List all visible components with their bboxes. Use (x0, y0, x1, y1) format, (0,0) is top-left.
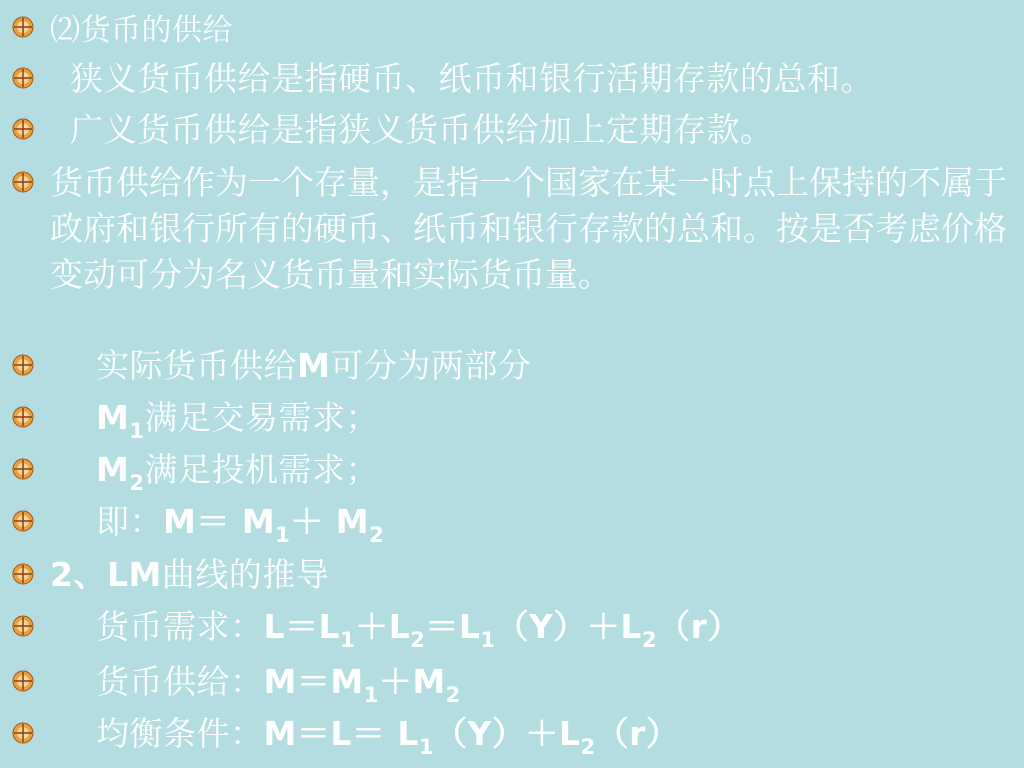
equation-text: 即：$M= M_1+ M_2$ (96, 502, 385, 547)
bullet-icon (12, 670, 34, 692)
bullet-icon (12, 118, 34, 140)
equation-text: 均衡条件：$M=L= L_1(Y)+L_2(r)$ (96, 714, 680, 759)
bullet-text: $M_2$满足投机需求； (96, 450, 379, 495)
bullet-icon (12, 510, 34, 532)
paragraph-text: 货币供给作为一个存量，是指一个国家在某一时点上保持的不属于政府和银行所有的硬币、纸币和银行存款的总和。按是否考虑价格变动可分为名义货币量和实际货币量。 (50, 163, 1007, 294)
equation-text: 货币供给：$M=M_1+M_2$ (96, 662, 461, 707)
bullet-text: 狭义货币供给是指硬币、纸币和银行活期存款的总和。 (70, 59, 874, 98)
section-heading: 2、LM曲线的推导 (50, 555, 330, 594)
bullet-icon (12, 354, 34, 376)
bullet-text: 广义货币供给是指狭义货币供给加上定期存款。 (70, 110, 774, 149)
bullet-text: 实际货币供给M可分为两部分 (96, 346, 532, 385)
bullet-text: $M_1$满足交易需求； (96, 398, 379, 443)
bullet-icon (12, 67, 34, 89)
bullet-icon (12, 171, 34, 193)
bullet-icon (12, 406, 34, 428)
bullet-icon (12, 563, 34, 585)
bullet-icon (12, 458, 34, 480)
equation-text: 货币需求：$L=L_1+L_2=L_1(Y)+L_2(r)$ (96, 607, 741, 652)
section-heading: ⑵货币的供给 (50, 13, 233, 48)
bullet-icon (12, 722, 34, 744)
bullet-icon (12, 615, 34, 637)
bullet-icon (12, 16, 34, 38)
